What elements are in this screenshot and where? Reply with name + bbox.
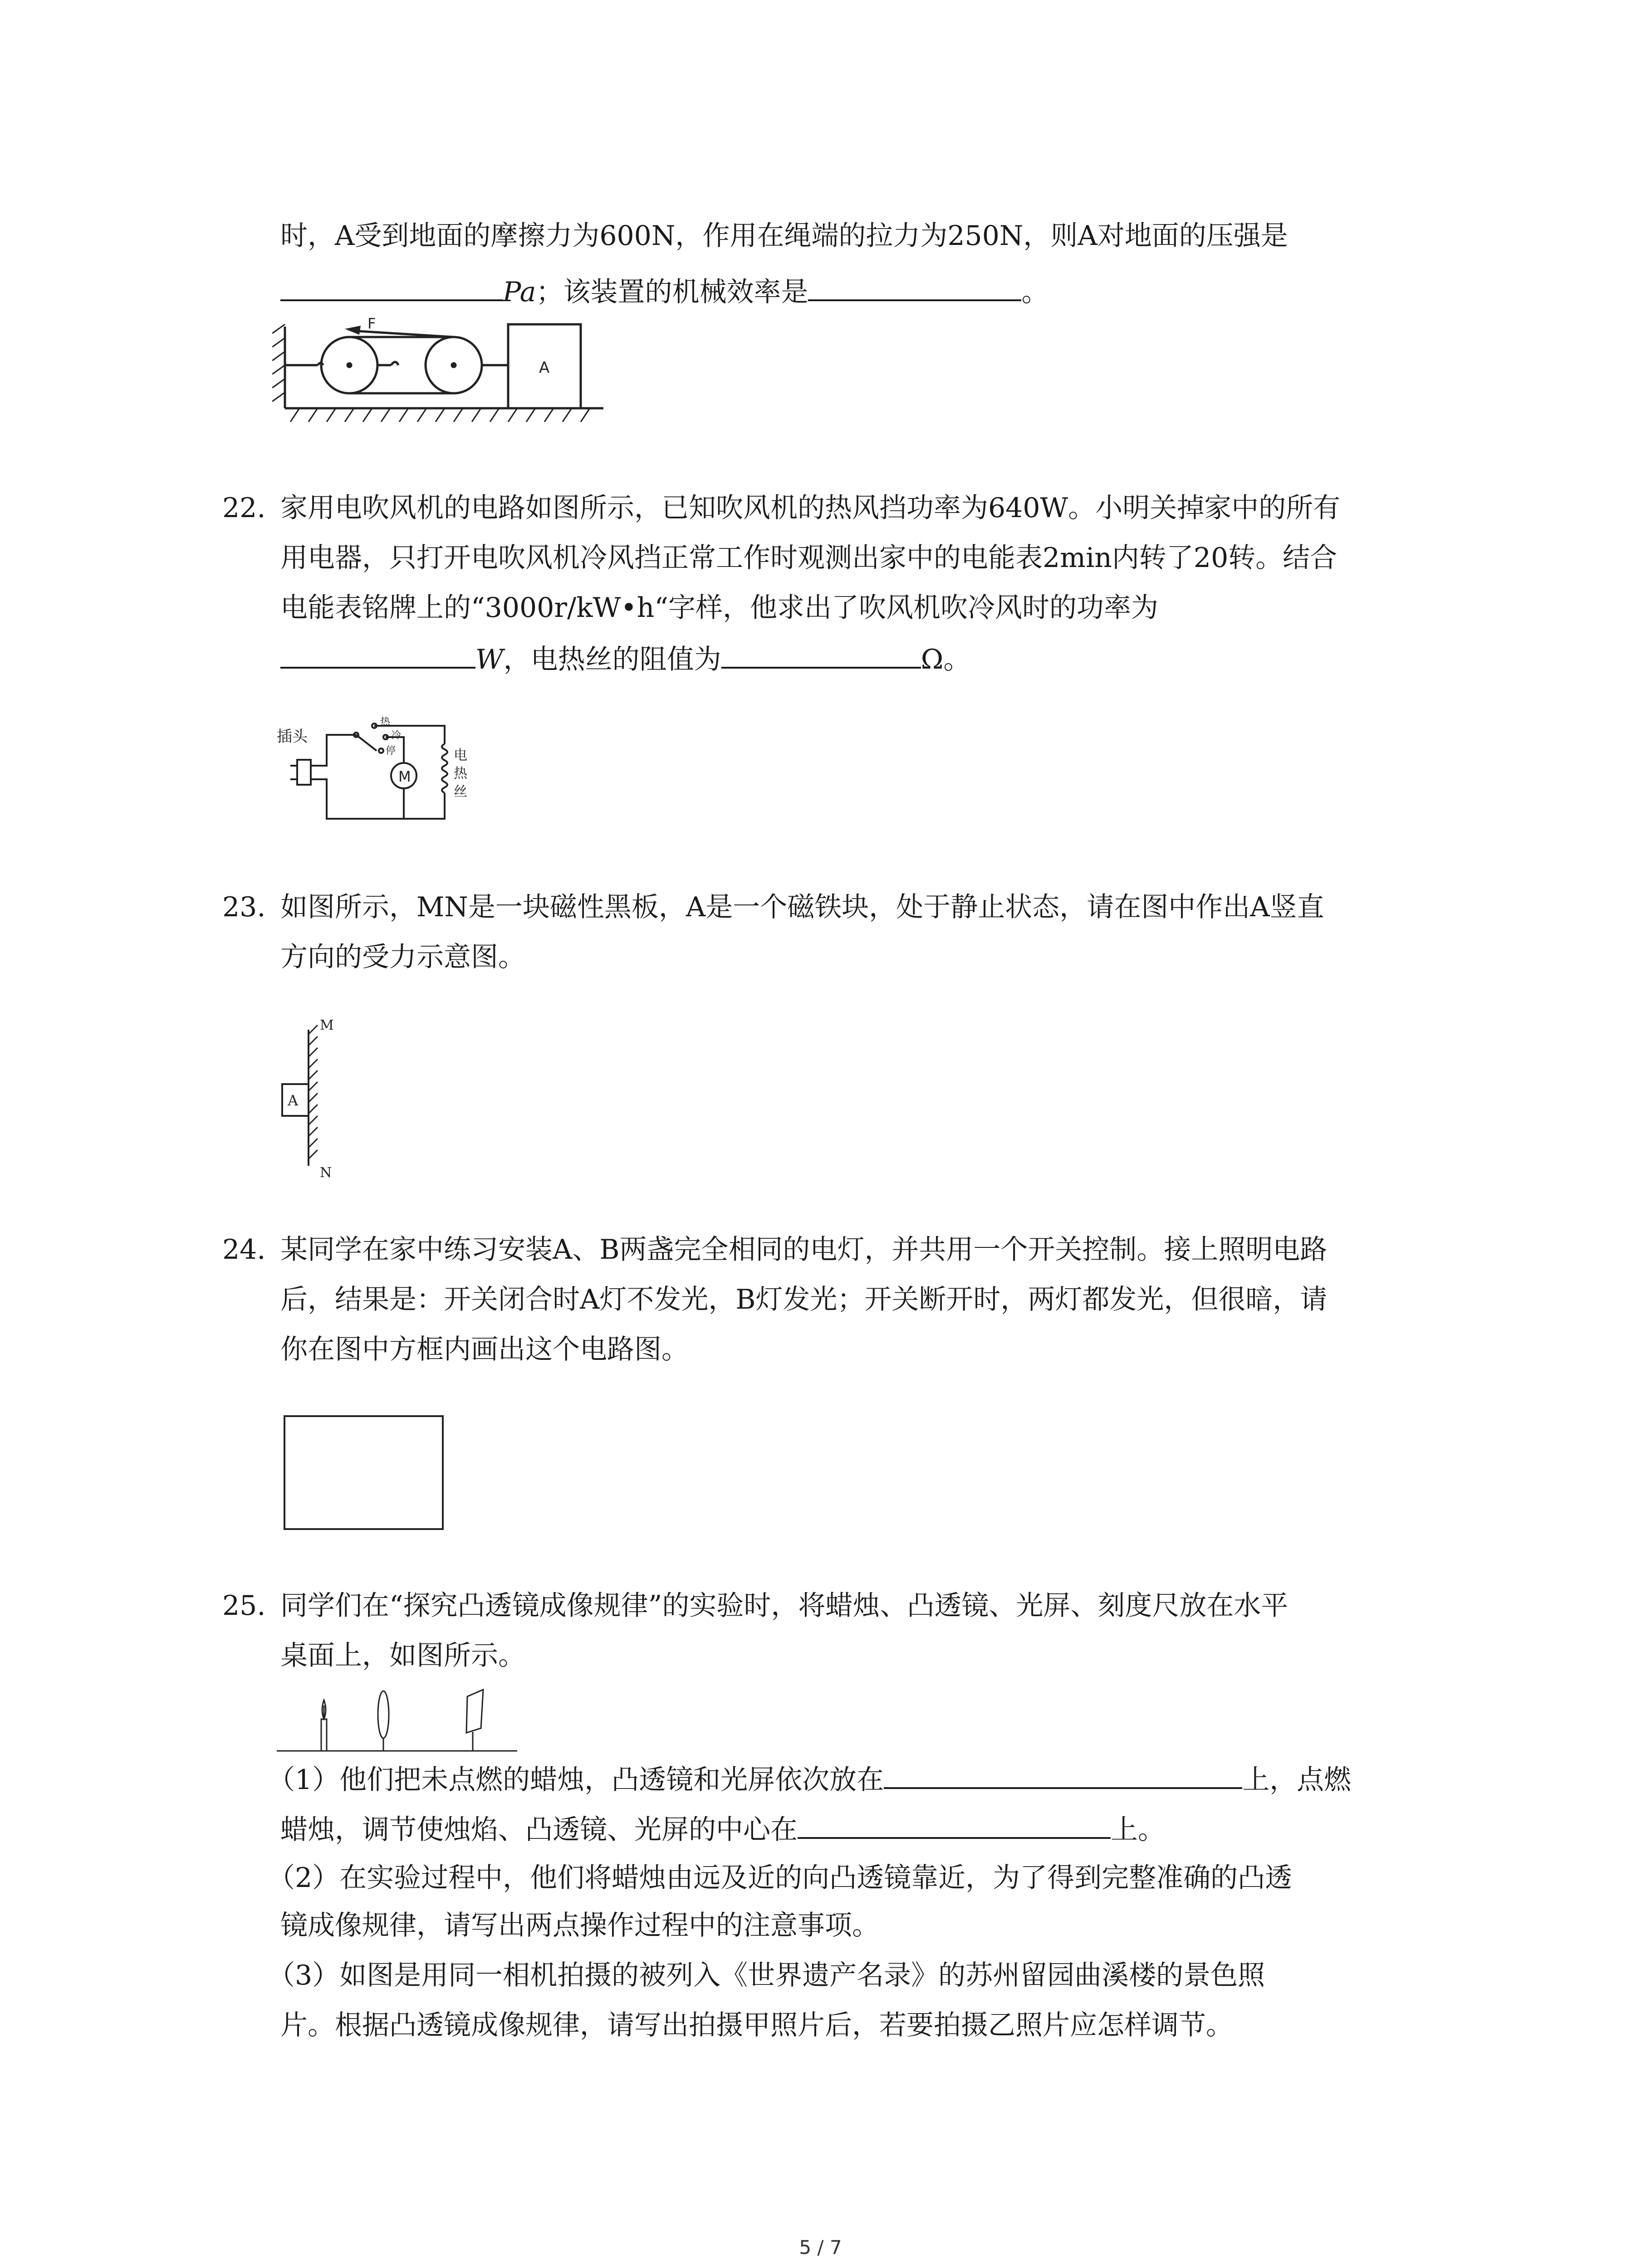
- q21-line2-text: ；该装置的机械效率是: [536, 276, 808, 308]
- q25-p1-text2-b: 上。: [1111, 1814, 1165, 1846]
- q25-p1-text-b: 上，点燃: [1242, 1764, 1352, 1796]
- q22-line3: 电能表铭牌上的“3000r/kW•h“字样，他求出了吹风机吹冷风时的功率为: [280, 592, 1158, 624]
- q22-line4: [280, 640, 970, 678]
- q25-line2: 桌面上，如图所示。: [280, 1640, 525, 1672]
- q25-p1-text2: 蜡烛，调节使烛焰、凸透镜、光屏的中心在: [280, 1814, 798, 1846]
- answer-blank[interactable]: [798, 1810, 1111, 1839]
- q25-p1-line2: [280, 1810, 1165, 1848]
- q25-p1-line1: [268, 1760, 1351, 1798]
- circuit-drawing-box[interactable]: [284, 1415, 444, 1530]
- block-label-A: A: [539, 359, 550, 377]
- q25-p2-line1: （2）在实验过程中，他们将蜡烛由远及近的向凸透镜靠近，为了得到完整准确的凸透: [268, 1862, 1293, 1894]
- q22-line2: 用电器，只打开电吹风机冷风挡正常工作时观测出家中的电能表2min内转了20转。结合: [280, 542, 1337, 574]
- block-label-A: A: [288, 1092, 299, 1109]
- magnet-board-figure: [272, 1016, 363, 1184]
- q23-line1: 如图所示，MN是一块磁性黑板，A是一个磁铁块，处于静止状态，请在图中作出A竖直: [280, 891, 1324, 923]
- q21-line2: [280, 272, 1048, 310]
- answer-blank[interactable]: [280, 272, 503, 301]
- q22-line4-text: ，电热丝的阻值为: [503, 644, 721, 675]
- heater-label-3: 丝: [454, 784, 467, 800]
- q22-line4-end: Ω。: [921, 644, 971, 675]
- board-label-M: M: [320, 1017, 334, 1033]
- heater-label-2: 热: [454, 766, 467, 782]
- hot-label: 热: [380, 717, 391, 728]
- heater-label-1: 电: [454, 748, 467, 763]
- q21-line1: 时，A受到地面的摩擦力为600N，作用在绳端的拉力为250N，则A对地面的压强是: [280, 220, 1288, 252]
- board-label-N: N: [320, 1165, 332, 1181]
- hairdryer-circuit-figure: [272, 717, 508, 835]
- q24-line1: 某同学在家中练习安装A、B两盏完全相同的电灯，并共用一个开关控制。接上照明电路: [280, 1234, 1327, 1266]
- pulley-figure: [272, 313, 626, 431]
- question-number: 23.: [222, 891, 266, 923]
- stop-label: 停: [386, 745, 396, 757]
- question-number: 24.: [222, 1234, 266, 1266]
- q21-line2-end: 。: [1021, 276, 1049, 308]
- answer-blank[interactable]: [721, 640, 921, 669]
- cold-label: 冷: [391, 730, 402, 741]
- q25-p3-line2: 片。根据凸透镜成像规律，请写出拍摄甲照片后，若要拍摄乙照片应怎样调节。: [280, 2009, 1233, 2041]
- answer-blank[interactable]: [280, 640, 475, 669]
- question-number: 22.: [222, 492, 266, 524]
- question-number: 25.: [222, 1590, 266, 1622]
- unit-label: W: [475, 644, 504, 675]
- q24-line3: 你在图中方框内画出这个电路图。: [280, 1334, 689, 1365]
- q25-p3-line1: （3）如图是用同一相机拍摄的被列入《世界遗产名录》的苏州留园曲溪楼的景色照: [268, 1960, 1265, 1991]
- q25-p2-line2: 镜成像规律，请写出两点操作过程中的注意事项。: [280, 1910, 879, 1941]
- page-number: 5 / 7: [799, 2236, 842, 2258]
- answer-blank[interactable]: [884, 1760, 1242, 1789]
- optical-bench-figure: [277, 1687, 522, 1755]
- motor-label: M: [398, 768, 411, 785]
- q25-line1: 同学们在“探究凸透镜成像规律”的实验时，将蜡烛、凸透镜、光屏、刻度尺放在水平: [280, 1590, 1288, 1622]
- q23-line2: 方向的受力示意图。: [280, 941, 525, 973]
- unit-label: Pa: [503, 276, 536, 308]
- plug-label: 插头: [277, 728, 308, 746]
- q25-p1-text: （1）他们把未点燃的蜡烛，凸透镜和光屏依次放在: [268, 1764, 884, 1796]
- answer-blank[interactable]: [808, 272, 1021, 301]
- force-label-F: F: [367, 315, 376, 332]
- q22-line1: 家用电吹风机的电路如图所示，已知吹风机的热风挡功率为640W。小明关掉家中的所有: [280, 492, 1341, 524]
- q24-line2: 后，结果是：开关闭合时A灯不发光，B灯发光；开关断开时，两灯都发光，但很暗，请: [280, 1284, 1327, 1315]
